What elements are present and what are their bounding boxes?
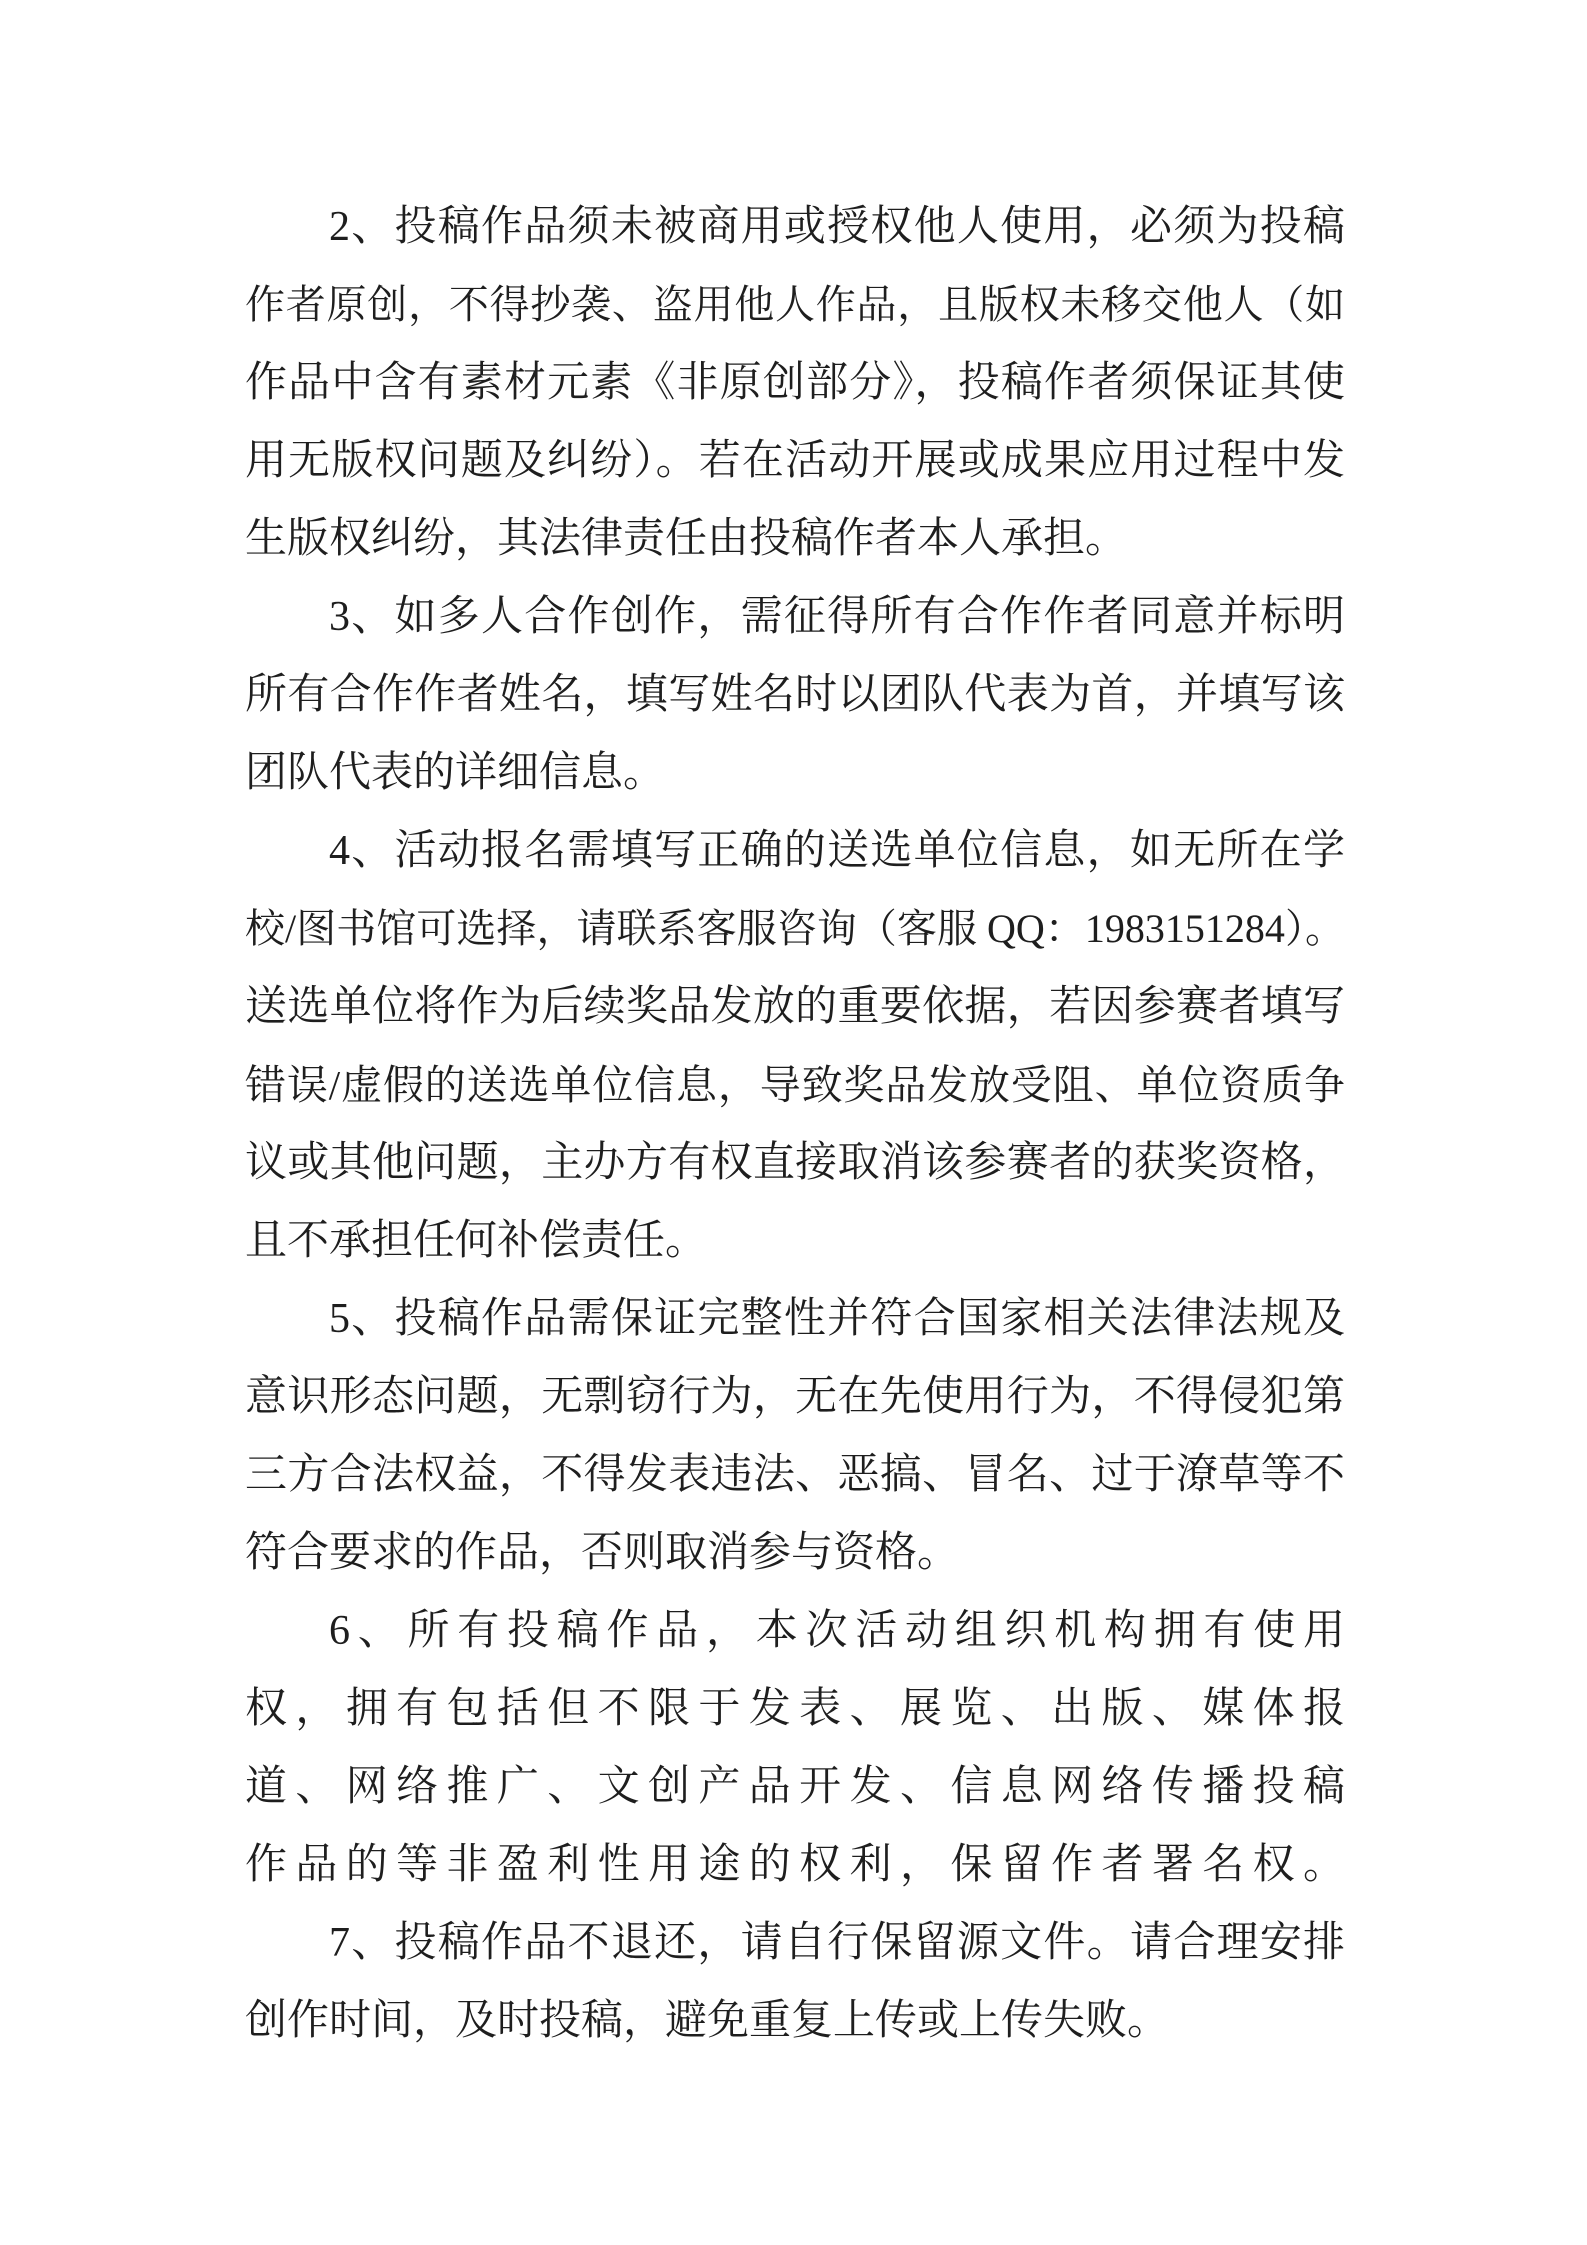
text-line: 2、投稿作品须未被商用或授权他人使用，必须为投稿 — [329, 204, 1345, 250]
text-line: 5、投稿作品需保证完整性并符合国家相关法律法规及 — [329, 1296, 1345, 1342]
text-line: 所有合作作者姓名，填写姓名时以团队代表为首，并填写该 — [245, 672, 1345, 718]
text-line: 7、投稿作品不退还，请自行保留源文件。请合理安排 — [329, 1920, 1345, 1966]
text-line: 道、网络推广、文创产品开发、信息网络传播投稿 — [245, 1764, 1345, 1810]
paragraph-3 — [245, 578, 1345, 812]
text-line: 生版权纠纷，其法律责任由投稿作者本人承担。 — [245, 516, 1128, 562]
text-line: 作者原创，不得抄袭、盗用他人作品，且版权未移交他人（如 — [245, 282, 1345, 327]
paragraph-6 — [245, 1592, 1345, 1904]
text-line: 4、活动报名需填写正确的送选单位信息，如无所在学 — [329, 828, 1345, 874]
text-line: 意识形态问题，无剽窃行为，无在先使用行为，不得侵犯第 — [245, 1374, 1345, 1420]
text-line: 校/图书馆可选择，请联系客服咨询（客服 QQ：1983151284）。 — [245, 906, 1345, 951]
paragraph-7 — [245, 1904, 1345, 2060]
text-line: 权，拥有包括但不限于发表、展览、出版、媒体报 — [245, 1686, 1345, 1732]
text-line: 送选单位将作为后续奖品发放的重要依据，若因参赛者填写 — [245, 984, 1345, 1030]
text-line: 作品的等非盈利性用途的权利，保留作者署名权。 — [245, 1842, 1345, 1888]
text-line: 且不承担任何补偿责任。 — [245, 1218, 708, 1264]
text-line: 团队代表的详细信息。 — [245, 750, 666, 796]
paragraph-2 — [245, 188, 1345, 578]
text-line: 三方合法权益，不得发表违法、恶搞、冒名、过于潦草等不 — [245, 1452, 1345, 1498]
text-line: 6、所有投稿作品，本次活动组织机构拥有使用 — [329, 1608, 1345, 1654]
text-line: 创作时间，及时投稿，避免重复上传或上传失败。 — [245, 1998, 1170, 2044]
text-line: 用无版权问题及纠纷）。若在活动开展或成果应用过程中发 — [245, 438, 1345, 484]
paragraph-5 — [245, 1280, 1345, 1592]
text-line: 符合要求的作品，否则取消参与资格。 — [245, 1530, 960, 1576]
text-line: 作品中含有素材元素《非原创部分》，投稿作者须保证其使 — [245, 360, 1345, 406]
document-text — [245, 188, 1345, 2060]
paragraph-4 — [245, 812, 1345, 1280]
text-line: 议或其他问题，主办方有权直接取消该参赛者的获奖资格， — [245, 1140, 1345, 1186]
text-line: 错误/虚假的送选单位信息，导致奖品发放受阻、单位资质争 — [245, 1062, 1345, 1108]
text-line: 3、如多人合作创作，需征得所有合作作者同意并标明 — [329, 594, 1345, 640]
